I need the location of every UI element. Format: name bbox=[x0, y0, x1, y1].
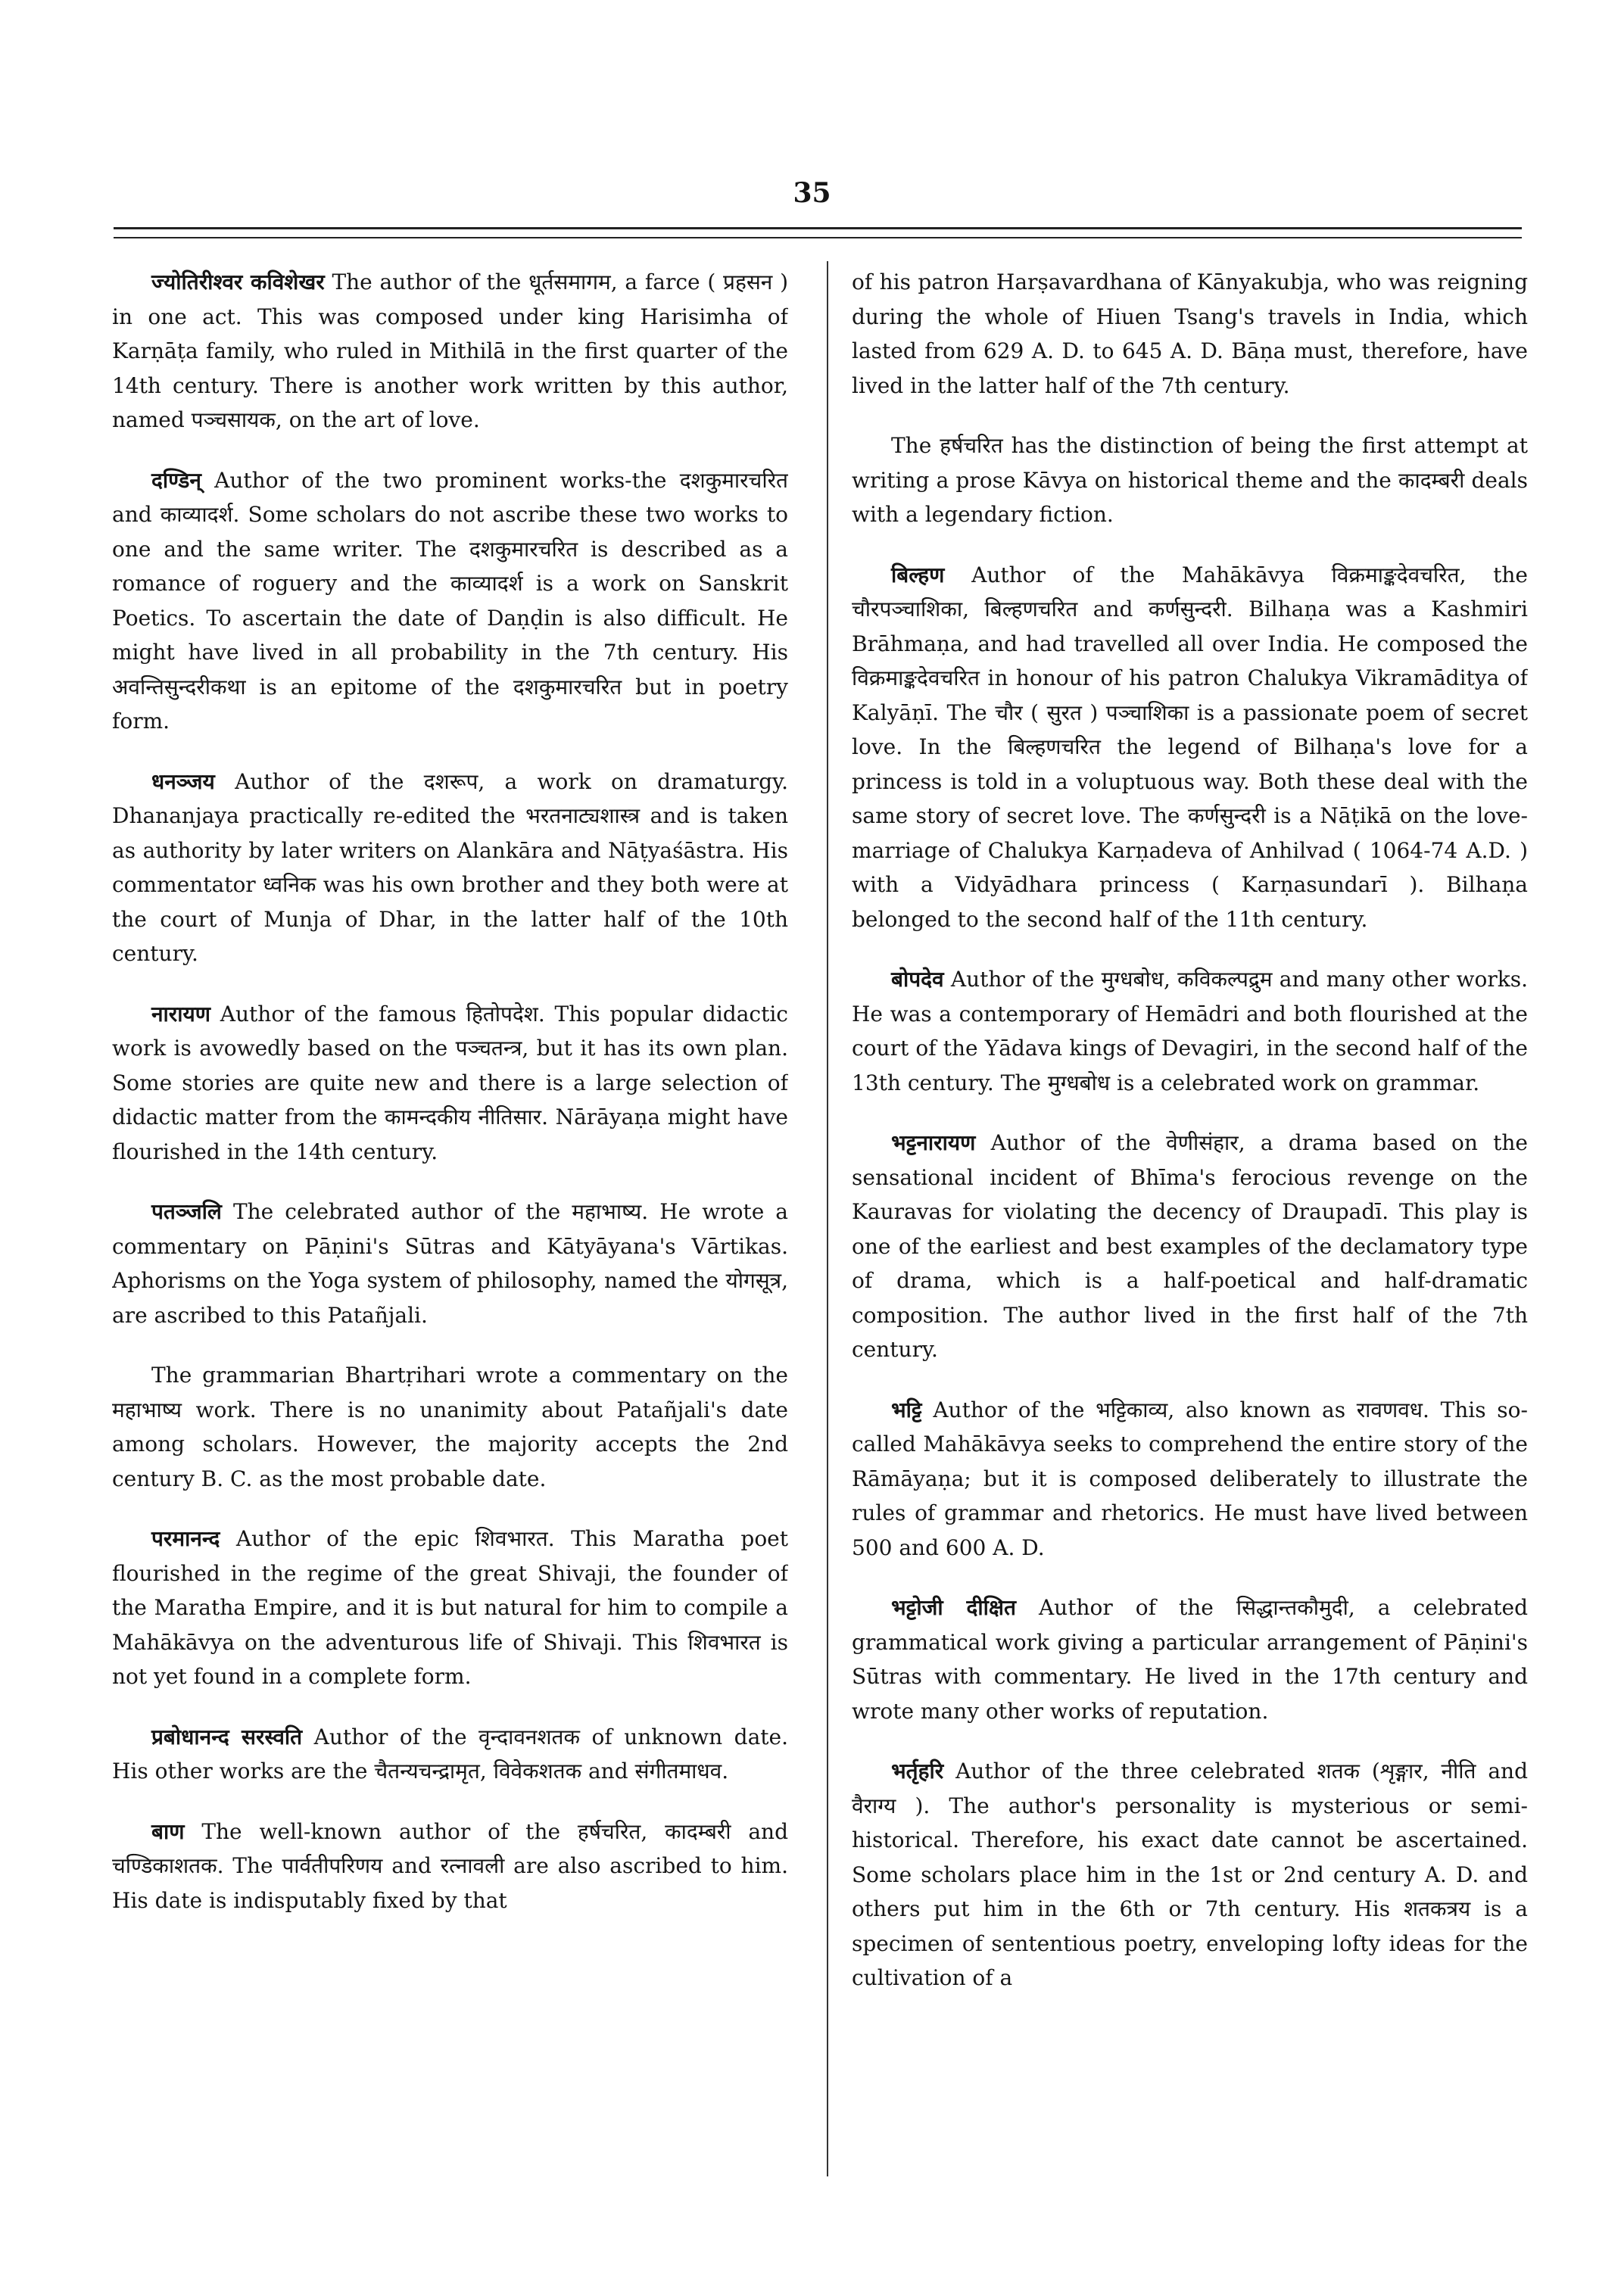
headword: नारायण bbox=[151, 1001, 210, 1027]
headword: दण्डिन् bbox=[151, 467, 201, 493]
headword: बिल्हण bbox=[891, 562, 945, 587]
entry-text: Author of the epic शिवभारत. This Maratha poet flourished in the regime of the great Shivaji, the founder of the Maratha Empire, and it is but natural for him to compile a Mahākāvya on the adventurous life of Shivaji. This शिवभारत is not yet found in a complete form. bbox=[112, 1526, 788, 1689]
entry-text: The author of the धूर्तसमागम, a farce ( प्रहसन ) in one act. This was composed under king Harisimha of Karṇāṭa family, who ruled in Mithilā in the first quarter of the 14th century. There is another work written by this author, named पञ्चसायक, on the art of love. bbox=[112, 269, 788, 432]
entry-text: Author of the वृन्दावनशतक of unknown date. His other works are the चैतन्यचन्द्रामृत, विवेकशतक and संगीतमाधव. bbox=[112, 1724, 788, 1784]
entry-patanjali-date bbox=[112, 1358, 788, 1496]
entry-text: Author of the भट्टिकाव्य, also known as रावणवध. This so-called Mahākāvya seeks to comprehend the entire story of the Rāmāyaṇa; but it is composed deliberately to illustrate the rules of grammar and rhetorics. He must have lived between 500 and 600 A. D. bbox=[852, 1397, 1528, 1560]
entry-text: The हर्षचरित has the distinction of being the first attempt at writing a prose Kāvya on historical theme and the कादम्बरी deals with a legendary fiction. bbox=[852, 433, 1528, 527]
entry-dandin bbox=[112, 463, 788, 739]
entry-text: Author of the three celebrated शतक (शृङ्गार, नीति and वैराग्य ). The author's personality is mysterious or semi-historical. Therefore, his exact date cannot be ascertained. Some scholars place him in the 1st or 2nd century A. D. and others put him in the 6th or 7th century. His शतकत्रय is a specimen of sententious poetry, enveloping lofty ideas for the cultivation of a bbox=[852, 1759, 1528, 1990]
entry-bana bbox=[112, 1815, 788, 1918]
headword: परमानन्द bbox=[151, 1526, 220, 1551]
entry-harshacharita-note bbox=[852, 428, 1528, 532]
header-rule-thin bbox=[114, 237, 1522, 238]
entry-bilhana bbox=[852, 558, 1528, 937]
headword: प्रबोधानन्द सरस्वति bbox=[151, 1724, 303, 1749]
entry-bhattoji-dikshita bbox=[852, 1590, 1528, 1728]
headword: भट्टि bbox=[891, 1397, 922, 1422]
headword: धनञ्जय bbox=[151, 768, 215, 794]
entry-bhatti bbox=[852, 1393, 1528, 1566]
page-number: 35 bbox=[793, 177, 831, 209]
entry-text: Author of the दशरूप, a work on dramaturgy. Dhananjaya practically re-edited the भरतनाट्यशास्त्र and is taken as authority by later writers on Alankāra and Nāṭyaśāstra. His commentator ध्वनिक was his own brother and they both were at the court of Munja of Dhar, in the latter half of the 10th century. bbox=[112, 768, 788, 966]
entry-bana-continued bbox=[852, 265, 1528, 403]
entry-bhartrhari bbox=[852, 1754, 1528, 1995]
entry-dhananjaya bbox=[112, 765, 788, 971]
headword: बोपदेव bbox=[891, 967, 944, 992]
entry-text: Author of the वेणीसंहार, a drama based on the sensational incident of Bhīma's ferocious revenge on the Kauravas for violating the decency of Draupadī. This play is one of the earliest and best examples of the declamatory type of drama, which is a half-poetical and half-dramatic composition. The author lived in the first half of the 7th century. bbox=[852, 1130, 1528, 1362]
entry-text: Author of the सिद्धान्तकौमुदी, a celebrated grammatical work giving a particular arrangement of Pāṇini's Sūtras with commentary. He lived in the 17th century and wrote many other works of reputation. bbox=[852, 1595, 1528, 1724]
entry-text: The celebrated author of the महाभाष्य. He wrote a commentary on Pāṇini's Sūtras and Kātyāyana's Vārtikas. Aphorisms on the Yoga system of philosophy, named the योगसूत्र, are ascribed to this Patañjali. bbox=[112, 1199, 788, 1328]
headword: बाण bbox=[151, 1818, 185, 1844]
headword: भट्टनारायण bbox=[891, 1130, 976, 1155]
entry-text: Author of the famous हितोपदेश. This popular didactic work is avowedly based on the पञ्चतन्त्र, but it has its own plan. Some stories are quite new and there is a large selection of didactic matter from the कामन्दकीय नीतिसार. Nārāyaṇa might have flourished in the 14th century. bbox=[112, 1001, 788, 1164]
entry-text: Author of the Mahākāvya विक्रमाङ्कदेवचरित, the चौरपञ्चाशिका, बिल्हणचरित and कर्णसुन्दरी. Bilhaṇa was a Kashmiri Brāhmaṇa, and had travelled all over India. He composed the विक्रमाङ्कदेवचरित in honour of his patron Chalukya Vikramāditya of Kalyāṇī. The चौर ( सुरत ) पञ्चाशिका is a passionate poem of secret love. In the बिल्हणचरित the legend of Bilhaṇa's love for a princess is told in a voluptuous way. Both these deal with the same story of secret love. The कर्णसुन्दरी is a Nāṭikā on the love-marriage of Chalukya Karṇadeva of Anhilvad ( 1064-74 A.D. ) with a Vidyādhara princess ( Karṇasundarī ). Bilhaṇa belonged to the second half of the 11th century. bbox=[852, 562, 1528, 932]
entry-text: The grammarian Bhartṛihari wrote a commentary on the महाभाष्य work. There is no unanimity about Patañjali's date among scholars. However, the majority accepts the 2nd century B. C. as the most probable date. bbox=[112, 1363, 788, 1491]
headword: भट्टोजी दीक्षित bbox=[891, 1595, 1016, 1620]
entry-text: Author of the two prominent works-the दशकुमारचरित and काव्यादर्श. Some scholars do not ascribe these two works to one and the same writer. The दशकुमारचरित is described as a romance of roguery and the काव्यादर्श is a work on Sanskrit Poetics. To ascertain the date of Daṇḍin is also difficult. He might have lived in all probability in the 7th century. His अवन्तिसुन्दरीकथा is an epitome of the दशकुमारचरित but in poetry form. bbox=[112, 467, 788, 734]
entry-jyotirishvara bbox=[112, 265, 788, 438]
entry-bopadeva bbox=[852, 962, 1528, 1100]
entry-patanjali bbox=[112, 1195, 788, 1332]
entry-paramananda bbox=[112, 1522, 788, 1694]
left-column bbox=[112, 265, 788, 2263]
headword: पतञ्जलि bbox=[151, 1199, 222, 1224]
entry-bhattanarayana bbox=[852, 1126, 1528, 1367]
entry-text: The well-known author of the हर्षचरित, कादम्बरी and चण्डिकाशतक. The पार्वतीपरिणय and रत्नावली are also ascribed to him. His date is indisputably fixed by that bbox=[112, 1818, 788, 1913]
headword: ज्योतिरीश्वर कविशेखर bbox=[151, 269, 325, 294]
header-rule-thick bbox=[114, 227, 1522, 229]
headword: भर्तृहरि bbox=[891, 1759, 944, 1784]
entry-prabodhananda-sarasvati bbox=[112, 1720, 788, 1789]
right-column bbox=[852, 265, 1528, 2263]
column-divider bbox=[827, 261, 828, 2176]
entry-narayana bbox=[112, 997, 788, 1170]
entry-text: Author of the मुग्धबोध, कविकल्पद्रुम and many other works. He was a contemporary of Hemādri and both flourished at the court of the Yādava kings of Devagiri, in the second half of the 13th century. The मुग्धबोध is a celebrated work on grammar. bbox=[852, 967, 1528, 1095]
entry-text: of his patron Harṣavardhana of Kānyakubja, who was reigning during the whole of Hiuen Tsang's travels in India, which lasted from 629 A. D. to 645 A. D. Bāṇa must, therefore, have lived in the latter half of the 7th century. bbox=[852, 269, 1528, 398]
